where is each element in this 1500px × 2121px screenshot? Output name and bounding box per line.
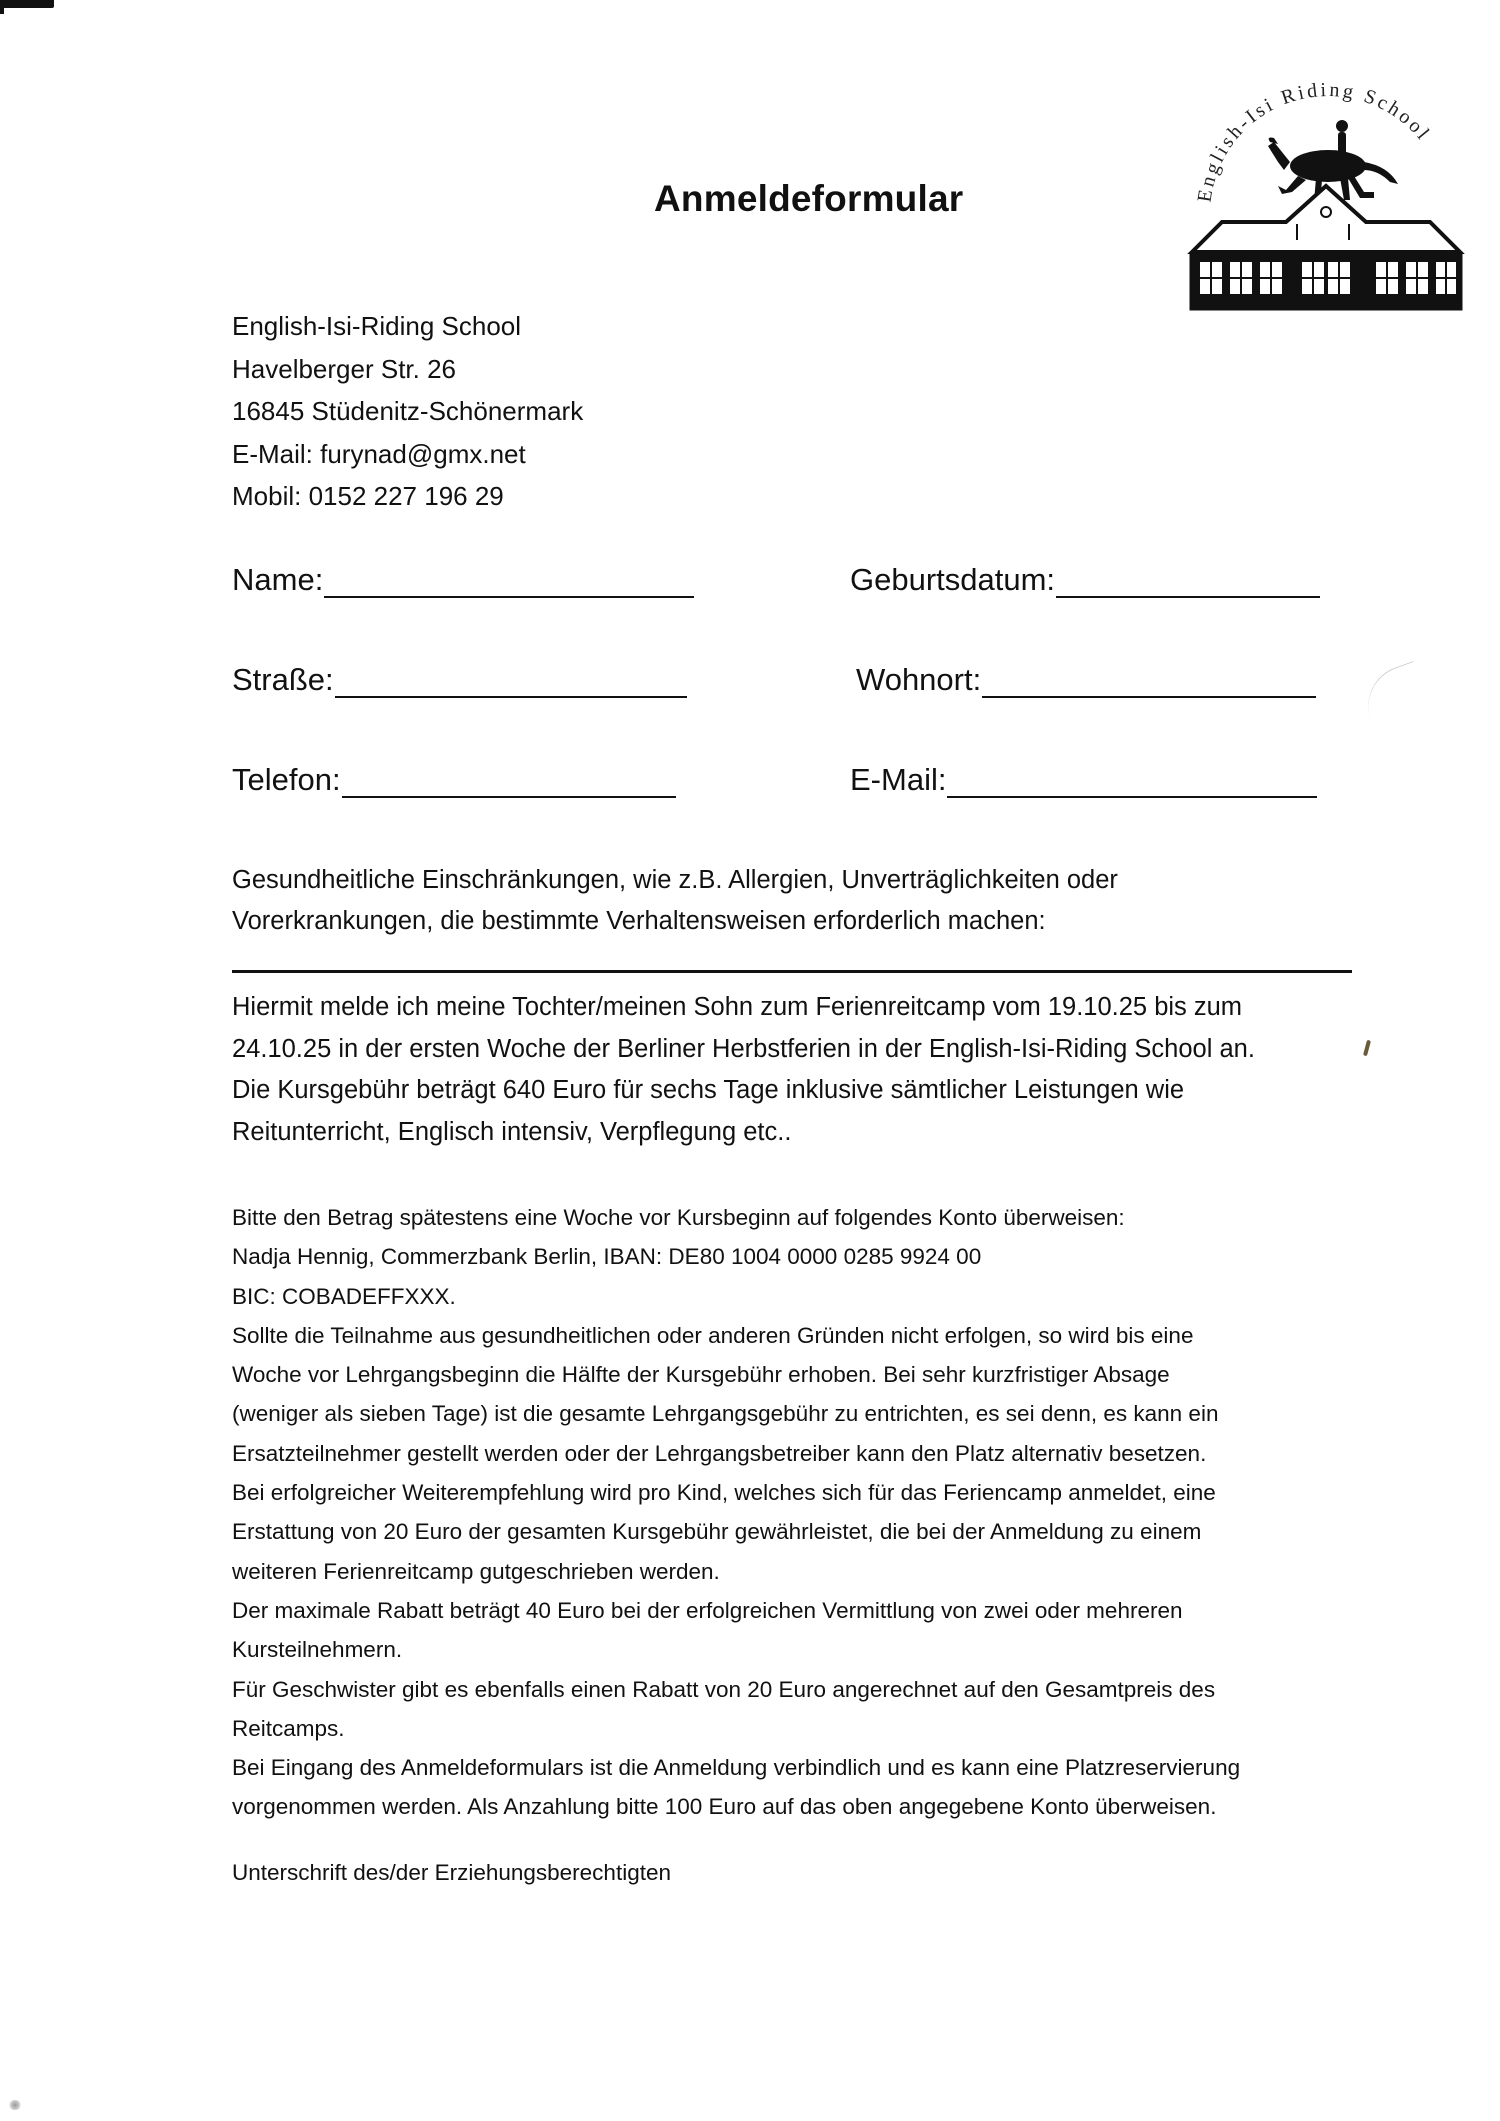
registration-line: 24.10.25 in der ersten Woche der Berliner Herbstferien in der English-Isi-Riding School an. — [232, 1034, 1255, 1063]
residence-label: Wohnort: — [856, 662, 982, 697]
name-label: Name: — [232, 562, 324, 597]
payment-and-terms — [232, 1198, 1432, 1827]
health-prompt-line: Gesundheitliche Einschränkungen, wie z.B. Allergien, Unverträglichkeiten oder — [232, 866, 1118, 894]
horse-rider-and-manor-house-logo-icon — [1178, 66, 1474, 312]
birthdate-field[interactable] — [850, 562, 1320, 598]
terms-line: Sollte die Teilnahme aus gesundheitlichen oder anderen Gründen nicht erfolgen, so wird bis eine — [232, 1322, 1194, 1348]
bank-details-line: Nadja Hennig, Commerzbank Berlin, IBAN: DE80 1004 0000 0285 9924 00 — [232, 1244, 982, 1270]
registration-statement — [232, 987, 1432, 1153]
terms-line: Bitte den Betrag spätestens eine Woche vor Kursbeginn auf folgendes Konto überweisen: — [232, 1205, 1125, 1230]
terms-line: (weniger als sieben Tage) ist die gesamte Lehrgangsgebühr zu entrichten, es sei denn, es kann ein — [232, 1401, 1219, 1427]
health-restrictions-prompt — [232, 860, 1382, 942]
terms-line: Bei Eingang des Anmeldeformulars ist die Anmeldung verbindlich und es kann eine Platzreservierung — [232, 1755, 1241, 1781]
school-street: Havelberger Str. 26 — [232, 353, 457, 384]
registration-line: Reitunterricht, Englisch intensiv, Verpflegung etc.. — [232, 1117, 792, 1146]
terms-line: vorgenommen werden. Als Anzahlung bitte 100 Euro auf das oben angegebene Konto überweisen. — [232, 1794, 1217, 1820]
residence-input-line[interactable] — [982, 668, 1316, 698]
school-city: 16845 Stüdenitz-Schönermark — [232, 396, 584, 426]
terms-line: Reitcamps. — [232, 1715, 345, 1741]
terms-line: Ersatzteilnehmer gestellt werden oder der Lehrgangsbetreiber kann den Platz alternativ besetzen. — [232, 1440, 1207, 1466]
school-mobile: Mobil: 0152 227 196 29 — [232, 481, 504, 511]
scan-speck-artifact — [8, 2100, 22, 2110]
street-label: Straße: — [232, 662, 334, 697]
scan-edge-artifact — [0, 0, 54, 8]
bic-line: BIC: COBADEFFXXX. — [232, 1283, 456, 1309]
street-input-line[interactable] — [335, 668, 687, 698]
name-input-line[interactable] — [324, 568, 694, 598]
guardian-signature-label: Unterschrift des/der Erziehungsberechtigten — [232, 1860, 671, 1885]
health-prompt-line: Vorerkrankungen, die bestimmte Verhaltensweisen erforderlich machen: — [232, 907, 1046, 935]
phone-label: Telefon: — [232, 762, 341, 797]
phone-field[interactable] — [232, 762, 676, 798]
birthdate-input-line[interactable] — [1056, 568, 1320, 598]
terms-line: weiteren Ferienreitcamp gutgeschrieben werden. — [232, 1558, 720, 1584]
registration-line: Die Kursgebühr beträgt 640 Euro für sechs Tage inklusive sämtlicher Leistungen wie — [232, 1076, 1185, 1104]
terms-line: Der maximale Rabatt beträgt 40 Euro bei der erfolgreichen Vermittlung von zwei oder mehreren — [232, 1597, 1183, 1623]
terms-line: Woche vor Lehrgangsbeginn die Hälfte der Kursgebühr erhoben. Bei sehr kurzfristiger Absage — [232, 1362, 1170, 1388]
name-field[interactable] — [232, 562, 694, 598]
email-label: E-Mail: — [850, 762, 947, 797]
terms-line: Erstattung von 20 Euro der gesamten Kursgebühr gewährleistet, die bei der Anmeldung zu einem — [232, 1519, 1202, 1545]
street-field[interactable] — [232, 662, 687, 698]
paper-curl-artifact — [1357, 661, 1427, 720]
page-title: Anmeldeformular — [654, 178, 964, 219]
residence-field[interactable] — [856, 662, 1316, 698]
health-restrictions-input-line[interactable] — [232, 970, 1352, 973]
school-email: E-Mail: furynad@gmx.net — [232, 438, 526, 469]
school-name: English-Isi-Riding School — [232, 311, 522, 341]
email-input-line[interactable] — [947, 768, 1317, 798]
terms-line: Kursteilnehmern. — [232, 1637, 403, 1663]
email-field[interactable] — [850, 762, 1317, 798]
terms-line: Bei erfolgreicher Weiterempfehlung wird pro Kind, welches sich für das Feriencamp anmeldet, eine — [232, 1480, 1216, 1506]
terms-line: Für Geschwister gibt es ebenfalls einen Rabatt von 20 Euro angerechnet auf den Gesamtpreis des — [232, 1676, 1216, 1702]
phone-input-line[interactable] — [342, 768, 676, 798]
birthdate-label: Geburtsdatum: — [850, 562, 1056, 597]
registration-line: Hiermit melde ich meine Tochter/meinen Sohn zum Ferienreitcamp vom 19.10.25 bis zum — [232, 993, 1243, 1021]
svg-text:English-Isi Riding School: English-Isi Riding School — [1193, 78, 1436, 204]
school-address-block — [232, 305, 583, 518]
school-logo — [1178, 66, 1474, 312]
